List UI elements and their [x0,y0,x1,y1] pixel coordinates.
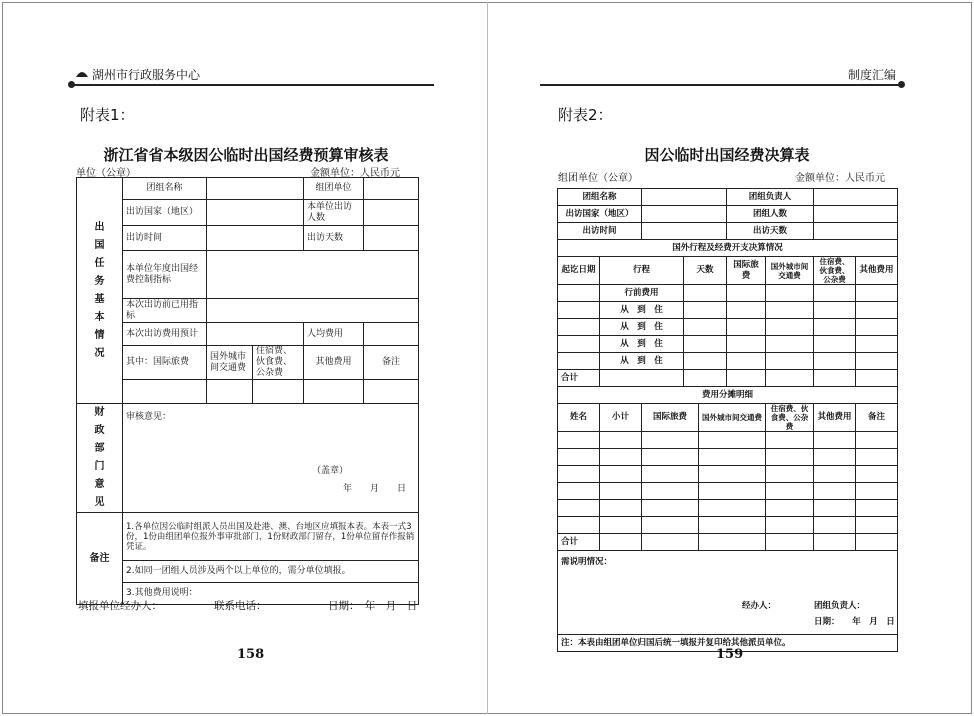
field-time[interactable] [207,226,304,251]
col-city: 国外城市间交通费 [766,257,814,285]
trip-cell[interactable] [600,370,684,387]
leader-sign-label: 团组负责人： [814,601,866,611]
r-label-group-name: 团组名称 [558,189,642,206]
col-route: 行程 [600,257,684,285]
book-spine [487,2,488,714]
split-cell[interactable] [699,483,766,500]
split-cell[interactable] [699,517,766,534]
note-3: 3.其他费用说明： [123,583,419,605]
cell-city[interactable] [207,380,253,404]
trip-cell[interactable] [766,353,814,370]
col-city-2: 国外城市间交通费 [699,404,766,432]
split-cell[interactable] [766,517,814,534]
split-cell[interactable] [766,500,814,517]
label-city-fare: 国外城市间交通费 [207,346,253,380]
split-cell[interactable] [558,449,600,466]
page-number-right: 159 [716,647,744,662]
trip-cell[interactable] [558,336,600,353]
trip-cell[interactable] [766,285,814,302]
section-finance: 财政部门意见 [77,404,123,513]
trip-cell[interactable] [814,353,856,370]
label-group-unit: 组团单位 [304,178,364,200]
split-cell[interactable] [699,466,766,483]
col-other: 其他费用 [856,257,898,285]
trip-cell[interactable] [766,302,814,319]
trip-cell[interactable] [814,285,856,302]
trip-cell[interactable] [558,319,600,336]
trip-cell[interactable] [727,353,766,370]
field-per-person[interactable] [364,323,419,346]
split-cell[interactable] [600,432,642,449]
label-lodging: 住宿费、伙食费、公杂费 [253,346,304,380]
split-cell[interactable] [766,449,814,466]
trip-cell[interactable] [814,302,856,319]
sign-date: 日期： 年 月 日 [814,617,895,627]
right-currency: 金额单位：人民币元 [795,173,885,184]
split-cell[interactable] [856,517,898,534]
r-label-country: 出访国家（地区） [558,206,642,223]
split-cell[interactable] [699,449,766,466]
trip-cell[interactable] [814,336,856,353]
split-cell[interactable] [642,517,699,534]
cell-other[interactable] [304,380,364,404]
r-label-count: 团组人数 [727,206,814,223]
trip-cell[interactable] [727,302,766,319]
header-rule-right [540,84,902,86]
trip-cell[interactable] [856,285,898,302]
trip-cell[interactable] [856,370,898,387]
table-note: 注：本表由组团单位归国后统一填报并复印给其他派员单位。 [558,635,898,652]
label-per-person: 人均费用 [304,323,364,346]
split-cell[interactable] [814,466,856,483]
cell-remark[interactable] [364,380,419,404]
left-attach-label: 附表1： [80,106,135,124]
trip-cell[interactable] [727,319,766,336]
col-intl: 国际旅费 [727,257,766,285]
col-days: 天数 [684,257,727,285]
col-other-2: 其他费用 [814,404,856,432]
trip-cell[interactable] [856,336,898,353]
seal-label: （盖章） [311,466,348,476]
split-cell[interactable] [699,534,766,551]
trip-cell[interactable] [856,319,898,336]
col-lodging: 住宿费、伙食费、公杂费 [814,257,856,285]
budget-review-table [76,177,419,605]
r-field-count[interactable] [814,206,898,223]
trip-cell[interactable] [684,353,727,370]
field-group-unit[interactable] [364,178,419,200]
split-cell[interactable] [814,534,856,551]
col-subtotal: 小计 [600,404,642,432]
note-2: 2.如同一团组人员涉及两个以上单位的，需分单位填报。 [123,561,419,583]
field-group-name[interactable] [207,178,304,200]
col-name: 姓名 [558,404,600,432]
r-field-group-name[interactable] [642,189,727,206]
split-cell[interactable] [856,432,898,449]
split-cell[interactable] [814,449,856,466]
split-cell[interactable] [600,500,642,517]
split-cell[interactable] [642,534,699,551]
row-route: 从 到 住 [600,319,684,336]
section-split: 费用分摊明细 [558,387,898,404]
finance-opinion[interactable] [123,404,419,513]
split-cell[interactable] [699,432,766,449]
split-cell[interactable] [814,517,856,534]
right-attach-label: 附表2： [558,106,613,124]
r-label-days: 出访天数 [727,223,814,240]
split-cell[interactable] [856,466,898,483]
split-cell[interactable] [642,500,699,517]
footer-phone: 联系电话： [214,600,267,612]
right-form-title: 因公临时出国经费决算表 [644,146,810,164]
field-used[interactable] [207,299,419,323]
split-cell[interactable] [558,500,600,517]
label-intl-fare: 其中：国际旅费 [123,346,207,380]
trip-cell[interactable] [814,319,856,336]
split-cell[interactable] [856,500,898,517]
split-cell[interactable] [600,466,642,483]
split-cell[interactable] [558,483,600,500]
r-field-days[interactable] [814,223,898,240]
col-remark-2: 备注 [856,404,898,432]
field-days[interactable] [364,226,419,251]
label-budget: 本次出访费用预计 [123,323,207,346]
trip-cell[interactable] [856,353,898,370]
split-cell[interactable] [558,517,600,534]
r-label-leader: 团组负责人 [727,189,814,206]
section-trip: 国外行程及经费开支决算情况 [558,240,898,257]
r-field-leader[interactable] [814,189,898,206]
r-label-time: 出访时间 [558,223,642,240]
label-group-name: 团组名称 [123,178,207,200]
right-header-title: 制度汇编 [848,68,897,82]
r-field-time[interactable] [642,223,727,240]
label-annual-limit: 本单位年度出国经费控制指标 [123,251,207,299]
left-unit: 单位（公章） [76,168,136,179]
trip-cell[interactable] [684,302,727,319]
explain-label: 需说明情况： [561,557,613,567]
field-budget[interactable] [207,323,304,346]
split-cell[interactable] [766,466,814,483]
split-cell[interactable] [642,483,699,500]
trip-cell[interactable] [558,353,600,370]
trip-cell[interactable] [727,336,766,353]
row-route: 从 到 住 [600,353,684,370]
split-cell[interactable] [814,483,856,500]
cell-lodging[interactable] [253,380,304,404]
trip-cell[interactable] [684,319,727,336]
row-route: 从 到 住 [600,302,684,319]
left-currency: 金额单位：人民币元 [310,168,400,179]
handler-label: 经办人： [742,601,777,611]
left-form-title: 浙江省省本级因公临时出国经费预算审核表 [103,146,389,164]
split-cell[interactable] [856,449,898,466]
split-cell[interactable] [642,432,699,449]
row-pre-cost: 行前费用 [600,285,684,302]
label-time: 出访时间 [123,226,207,251]
split-cell[interactable] [600,534,642,551]
split-total-label: 合计 [558,534,600,551]
trip-cell[interactable] [684,285,727,302]
trip-cell[interactable] [727,370,766,387]
trip-cell[interactable] [856,302,898,319]
label-used: 本次出访前已用指标 [123,299,207,323]
label-remark: 备注 [364,346,419,380]
footer-handler: 填报单位经办人： [78,600,162,612]
logo-icon [76,69,88,79]
trip-cell[interactable] [814,370,856,387]
split-cell[interactable] [814,500,856,517]
split-cell[interactable] [766,534,814,551]
col-intl-2: 国际旅费 [642,404,699,432]
trip-cell[interactable] [766,336,814,353]
explanation-box[interactable] [558,551,898,635]
right-unit: 组团单位（公章） [558,173,638,184]
page-number-left: 158 [237,647,265,662]
review-label: 审核意见： [126,412,172,422]
split-cell[interactable] [766,432,814,449]
col-lodging-2: 住宿费、伙食费、公杂费 [766,404,814,432]
field-annual-limit[interactable] [207,251,419,299]
footer-date: 日期： 年 月 日 [328,600,418,612]
r-field-country[interactable] [642,206,727,223]
trip-cell[interactable] [558,302,600,319]
trip-cell[interactable] [684,370,727,387]
col-dates: 起讫日期 [558,257,600,285]
split-cell[interactable] [600,449,642,466]
section-notes: 备注 [77,513,123,605]
split-cell[interactable] [558,466,600,483]
trip-cell[interactable] [766,370,814,387]
trip-cell[interactable] [766,319,814,336]
split-cell[interactable] [642,466,699,483]
row-route: 从 到 住 [600,336,684,353]
note-1: 1.各单位因公临时组派人员出国及赴港、澳、台地区应填报本表。本表一式3份，1份由组团单位报外事审批部门，1份财政部门留存，1份单位留存作报销凭证。 [123,513,419,561]
review-date: 年 月 日 [342,484,406,494]
left-header-title: 湖州市行政服务中心 [92,68,201,82]
split-cell[interactable] [642,449,699,466]
split-cell[interactable] [600,483,642,500]
split-cell[interactable] [766,483,814,500]
section-task-info: 出国任务基本情况 [77,178,123,404]
split-cell[interactable] [856,483,898,500]
final-account-table [557,188,898,652]
split-cell[interactable] [814,432,856,449]
field-country[interactable] [207,200,304,226]
label-members: 本单位出访人数 [304,200,364,226]
label-other: 其他费用 [304,346,364,380]
trip-total-label: 合计 [558,370,600,387]
split-cell[interactable] [600,517,642,534]
split-cell[interactable] [558,432,600,449]
field-members[interactable] [364,200,419,226]
header-dot-right [898,81,905,88]
label-days: 出访天数 [304,226,364,251]
trip-cell[interactable] [727,285,766,302]
trip-cell[interactable] [558,285,600,302]
label-country: 出访国家（地区） [123,200,207,226]
trip-cell[interactable] [684,336,727,353]
cell-intl[interactable] [123,380,207,404]
split-cell[interactable] [856,534,898,551]
split-cell[interactable] [699,500,766,517]
header-rule [72,84,434,86]
